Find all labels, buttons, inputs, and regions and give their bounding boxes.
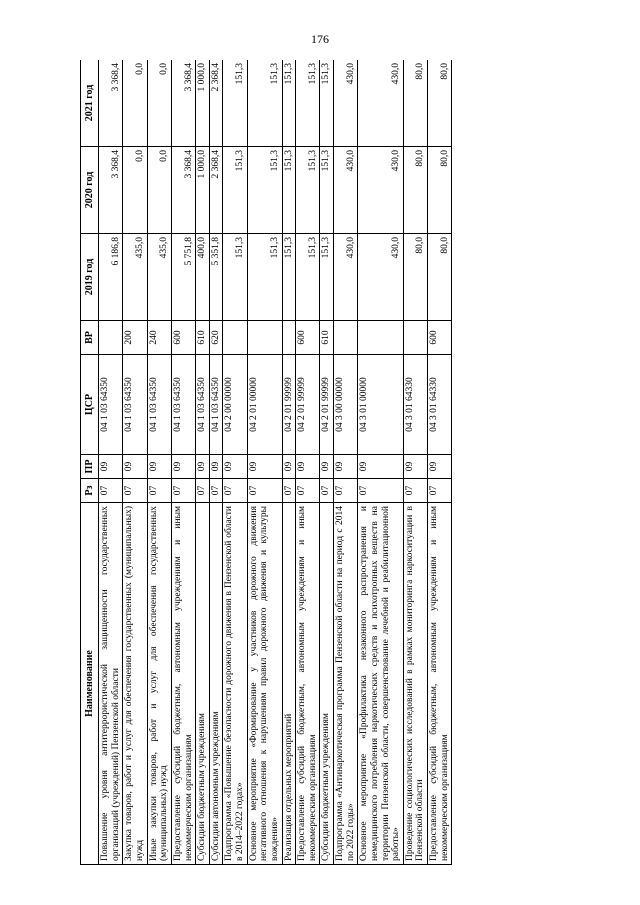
cell-2019: 430,0 bbox=[358, 234, 404, 321]
cell-vr bbox=[223, 321, 247, 355]
cell-2021: 0,0 bbox=[147, 60, 171, 147]
header-csr: ЦСР bbox=[81, 355, 99, 455]
cell-csr: 04 3 01 64330 bbox=[403, 355, 427, 455]
table-row bbox=[99, 60, 123, 865]
cell-name: Повышение уровня антитеррористической защищенности государственных организаций (учреждений) Пензенской области bbox=[99, 503, 123, 865]
table-row bbox=[123, 60, 147, 865]
table-body bbox=[99, 60, 452, 865]
cell-2019: 5 351,8 bbox=[209, 234, 223, 321]
cell-vr bbox=[247, 321, 282, 355]
cell-rz: 07 bbox=[320, 479, 334, 503]
cell-name: Подпрограмма «Антинаркотическая программа Пензенской области на период с 2014 по 2022 годы» bbox=[334, 503, 358, 865]
cell-name: Закупка товаров, работ и услуг для обеспечения государственных (муниципальных) нужд bbox=[123, 503, 147, 865]
cell-pr: 09 bbox=[99, 455, 123, 479]
cell-2020: 151,3 bbox=[247, 147, 282, 234]
cell-csr: 04 3 00 00000 bbox=[334, 355, 358, 455]
cell-vr bbox=[358, 321, 404, 355]
cell-rz: 07 bbox=[209, 479, 223, 503]
cell-csr: 04 1 03 64350 bbox=[123, 355, 147, 455]
rotated-table-container bbox=[80, 60, 550, 865]
cell-csr: 04 2 01 99999 bbox=[296, 355, 320, 455]
cell-csr: 04 1 03 64350 bbox=[147, 355, 171, 455]
cell-2020: 430,0 bbox=[358, 147, 404, 234]
cell-name: Реализация отдельных мероприятий bbox=[282, 503, 296, 865]
budget-table bbox=[80, 60, 452, 865]
cell-2020: 0,0 bbox=[147, 147, 171, 234]
cell-2020: 3 368,4 bbox=[171, 147, 195, 234]
cell-pr: 09 bbox=[123, 455, 147, 479]
cell-vr bbox=[403, 321, 427, 355]
cell-2021: 80,0 bbox=[403, 60, 427, 147]
cell-2021: 2 368,4 bbox=[209, 60, 223, 147]
cell-csr: 04 2 01 99999 bbox=[320, 355, 334, 455]
cell-2020: 1 000,0 bbox=[196, 147, 210, 234]
cell-pr: 09 bbox=[428, 455, 452, 479]
table-row bbox=[428, 60, 452, 865]
cell-rz: 07 bbox=[147, 479, 171, 503]
cell-rz: 07 bbox=[196, 479, 210, 503]
cell-2020: 3 368,4 bbox=[99, 147, 123, 234]
cell-vr: 600 bbox=[296, 321, 320, 355]
cell-rz: 07 bbox=[334, 479, 358, 503]
table-row bbox=[282, 60, 296, 865]
cell-rz: 07 bbox=[123, 479, 147, 503]
cell-2021: 151,3 bbox=[223, 60, 247, 147]
cell-2019: 80,0 bbox=[428, 234, 452, 321]
cell-rz: 07 bbox=[296, 479, 320, 503]
header-2019: 2019 год bbox=[81, 234, 99, 321]
table-row bbox=[320, 60, 334, 865]
cell-2020: 2 368,4 bbox=[209, 147, 223, 234]
cell-2020: 430,0 bbox=[334, 147, 358, 234]
cell-2021: 80,0 bbox=[428, 60, 452, 147]
table-row bbox=[171, 60, 195, 865]
cell-2021: 430,0 bbox=[334, 60, 358, 147]
cell-csr: 04 2 01 00000 bbox=[247, 355, 282, 455]
cell-2019: 151,3 bbox=[282, 234, 296, 321]
cell-rz: 07 bbox=[403, 479, 427, 503]
cell-2019: 80,0 bbox=[403, 234, 427, 321]
table-row bbox=[147, 60, 171, 865]
cell-2021: 1 000,0 bbox=[196, 60, 210, 147]
cell-pr: 09 bbox=[403, 455, 427, 479]
cell-rz: 07 bbox=[99, 479, 123, 503]
cell-rz: 07 bbox=[247, 479, 282, 503]
cell-pr: 09 bbox=[296, 455, 320, 479]
table-row bbox=[403, 60, 427, 865]
cell-2021: 3 368,4 bbox=[99, 60, 123, 147]
cell-2020: 151,3 bbox=[282, 147, 296, 234]
cell-2019: 400,0 bbox=[196, 234, 210, 321]
table-row bbox=[247, 60, 282, 865]
cell-2019: 151,3 bbox=[223, 234, 247, 321]
header-2020: 2020 год bbox=[81, 147, 99, 234]
cell-csr: 04 2 00 00000 bbox=[223, 355, 247, 455]
cell-name: Субсидии бюджетным учреждениям bbox=[320, 503, 334, 865]
table-row bbox=[334, 60, 358, 865]
table-row bbox=[196, 60, 210, 865]
cell-rz: 07 bbox=[171, 479, 195, 503]
cell-rz: 07 bbox=[428, 479, 452, 503]
cell-csr: 04 1 03 64350 bbox=[99, 355, 123, 455]
cell-vr: 200 bbox=[123, 321, 147, 355]
cell-pr: 09 bbox=[282, 455, 296, 479]
cell-vr: 600 bbox=[428, 321, 452, 355]
cell-name: Проведение социологических исследований в рамках мониторинга наркоситуации в Пензенской области bbox=[403, 503, 427, 865]
cell-vr: 610 bbox=[196, 321, 210, 355]
cell-pr: 09 bbox=[247, 455, 282, 479]
header-rz: Рз bbox=[81, 479, 99, 503]
cell-csr: 04 1 03 64350 bbox=[171, 355, 195, 455]
cell-name: Субсидии бюджетным учреждениям bbox=[196, 503, 210, 865]
cell-csr: 04 1 03 64350 bbox=[196, 355, 210, 455]
cell-vr: 240 bbox=[147, 321, 171, 355]
table-row bbox=[296, 60, 320, 865]
cell-2021: 151,3 bbox=[247, 60, 282, 147]
cell-2019: 151,3 bbox=[247, 234, 282, 321]
cell-2021: 151,3 bbox=[320, 60, 334, 147]
cell-vr: 620 bbox=[209, 321, 223, 355]
cell-2019: 6 186,8 bbox=[99, 234, 123, 321]
cell-2019: 430,0 bbox=[334, 234, 358, 321]
cell-2019: 151,3 bbox=[320, 234, 334, 321]
cell-2021: 3 368,4 bbox=[171, 60, 195, 147]
header-pr: ПР bbox=[81, 455, 99, 479]
cell-2020: 151,3 bbox=[320, 147, 334, 234]
cell-name: Основное мероприятие «Профилактика незаконного распространения и немедицинского потребления наркотических средств и психотропных веществ на территории Пензенской области, совершенствование лечебной и реабилитационной работы» bbox=[358, 503, 404, 865]
cell-csr: 04 3 01 00000 bbox=[358, 355, 404, 455]
cell-csr: 04 1 03 64350 bbox=[209, 355, 223, 455]
rotated-page-area bbox=[80, 60, 550, 865]
cell-2019: 435,0 bbox=[147, 234, 171, 321]
cell-csr: 04 2 01 99999 bbox=[282, 355, 296, 455]
cell-2019: 5 751,8 bbox=[171, 234, 195, 321]
cell-vr bbox=[282, 321, 296, 355]
table-row bbox=[209, 60, 223, 865]
cell-pr: 09 bbox=[196, 455, 210, 479]
cell-2021: 151,3 bbox=[296, 60, 320, 147]
cell-name: Иные закупки товаров, работ и услуг для обеспечения государственных (муниципальных) нужд bbox=[147, 503, 171, 865]
cell-2021: 430,0 bbox=[358, 60, 404, 147]
cell-2020: 151,3 bbox=[223, 147, 247, 234]
cell-name: Предоставление субсидий бюджетным, автономным учреждениям и иным некоммерческим организациям bbox=[428, 503, 452, 865]
cell-pr: 09 bbox=[171, 455, 195, 479]
table-row bbox=[358, 60, 404, 865]
page-number: 176 bbox=[311, 32, 329, 46]
cell-pr: 09 bbox=[358, 455, 404, 479]
cell-name: Субсидии автономным учреждениям bbox=[209, 503, 223, 865]
header-2021: 2021 год bbox=[81, 60, 99, 147]
cell-name: Предоставление субсидий бюджетным, автономным учреждениям и иным некоммерческим организациям bbox=[171, 503, 195, 865]
cell-pr: 09 bbox=[209, 455, 223, 479]
cell-2020: 80,0 bbox=[428, 147, 452, 234]
cell-2020: 80,0 bbox=[403, 147, 427, 234]
cell-pr: 09 bbox=[223, 455, 247, 479]
table-row bbox=[223, 60, 247, 865]
cell-pr: 09 bbox=[147, 455, 171, 479]
cell-pr: 09 bbox=[320, 455, 334, 479]
cell-2021: 151,3 bbox=[282, 60, 296, 147]
cell-vr: 600 bbox=[171, 321, 195, 355]
cell-rz: 07 bbox=[223, 479, 247, 503]
cell-vr: 610 bbox=[320, 321, 334, 355]
cell-name: Подпрограмма «Повышение безопасности дорожного движения в Пензенской области в 2014–2022 годах» bbox=[223, 503, 247, 865]
cell-2021: 0,0 bbox=[123, 60, 147, 147]
cell-2019: 435,0 bbox=[123, 234, 147, 321]
header-name: Наименование bbox=[81, 503, 99, 865]
cell-name: Предоставление субсидий бюджетным, автономным учреждениям и иным некоммерческим организациям bbox=[296, 503, 320, 865]
cell-rz: 07 bbox=[282, 479, 296, 503]
cell-rz: 07 bbox=[358, 479, 404, 503]
cell-name: Основное мероприятие «Формирование у участников дорожного движения негативного отношения к нарушениям правил дорожного движения и культуры вождения» bbox=[247, 503, 282, 865]
cell-vr bbox=[334, 321, 358, 355]
cell-pr: 09 bbox=[334, 455, 358, 479]
cell-2019: 151,3 bbox=[296, 234, 320, 321]
cell-2020: 151,3 bbox=[296, 147, 320, 234]
cell-csr: 04 3 01 64330 bbox=[428, 355, 452, 455]
table-header-row bbox=[81, 60, 99, 865]
header-vr: ВР bbox=[81, 321, 99, 355]
cell-vr bbox=[99, 321, 123, 355]
cell-2020: 0,0 bbox=[123, 147, 147, 234]
